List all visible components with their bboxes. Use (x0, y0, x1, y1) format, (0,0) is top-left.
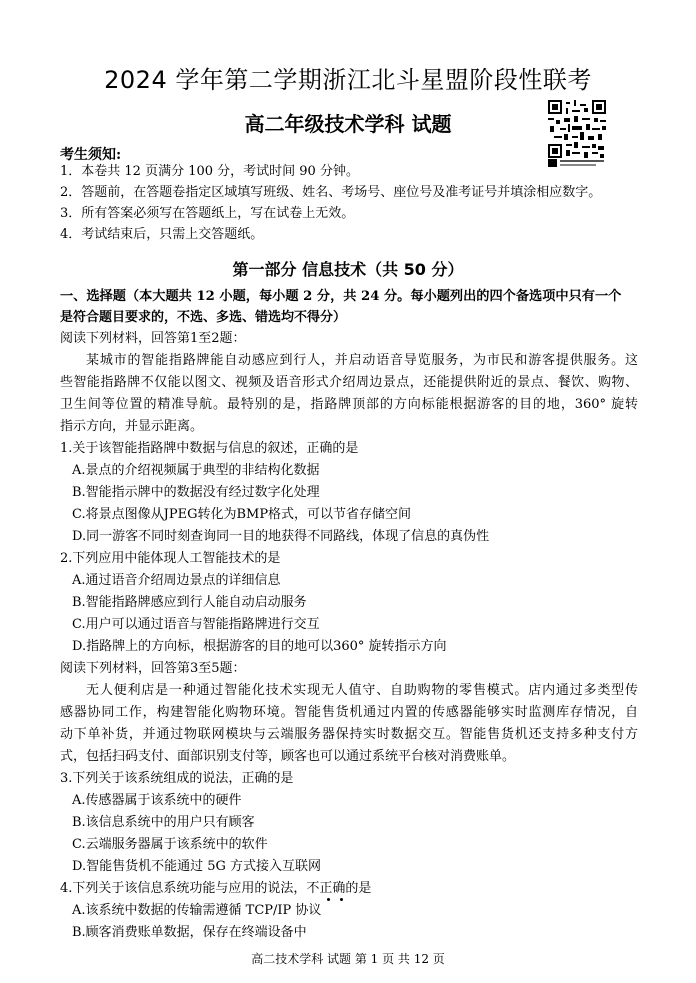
question-option: A.传感器属于该系统中的硬件 (72, 793, 242, 808)
question-option: A.通过语音介绍周边景点的详细信息 (72, 573, 281, 588)
question-stem: 2.下列应用中能体现人工智能技术的是 (60, 551, 281, 566)
question-stem: 4.下列关于该信息系统功能与应用的说法，不正确的是 (60, 881, 372, 896)
question-option: C.将景点图像从JPEG转化为BMP格式，可以节省存储空间 (72, 507, 412, 522)
material-line: 动下单补货，并通过物联网模块与云端服务器保持实时数据交互。智能售货机还支持多种支付方 (60, 727, 638, 742)
notice-title: 考生须知: (60, 147, 122, 163)
section-heading: 一、选择题（本大题共 12 小题，每小题 2 分，共 24 分。每小题列出的四个备选项中只有一个 (60, 289, 622, 304)
page-footer: 高二技术学科 试题 第 1 页 共 12 页 (251, 952, 445, 966)
question-option: C.云端服务器属于该系统中的软件 (72, 837, 268, 852)
question-option: D.指路牌上的方向标，根据游客的目的地可以360° 旋转指示方向 (72, 639, 447, 654)
question-option: D.智能售货机不能通过 5G 方式接入互联网 (72, 859, 322, 874)
notice-item: 1．本卷共 12 页满分 100 分，考试时间 90 分钟。 (60, 164, 359, 179)
question-option: A.景点的介绍视频属于典型的非结构化数据 (72, 463, 320, 478)
notice-item: 2．答题前，在答题卷指定区域填写班级、姓名、考场号、座位号及准考证号并填涂相应数字。 (60, 185, 602, 200)
exam-sub-title: 高二年级技术学科 试题 (244, 112, 452, 136)
material-line: 些智能指路牌不仅能以图文、视频及语音形式介绍周边景点，还能提供附近的景点、餐饮、购物、 (60, 375, 638, 390)
qr-caption-logo (548, 158, 606, 168)
question-option: B.智能指路牌感应到行人能自动启动服务 (72, 595, 307, 610)
exam-main-title: 2024 学年第二学期浙江北斗星盟阶段性联考 (104, 66, 592, 94)
emphasis-dot (327, 898, 330, 901)
notice-item: 4．考试结束后，只需上交答题纸。 (60, 227, 264, 242)
question-stem: 1.关于该智能指路牌中数据与信息的叙述，正确的是 (60, 441, 359, 456)
material-line: 无人便利店是一种通过智能化技术实现无人值守、自助购物的零售模式。店内通过多类型传 (86, 683, 638, 698)
qr-code-icon (548, 100, 606, 158)
material-line: 式，包括扫码支付、面部识别支付等，顾客也可以通过系统平台核对消费账单。 (60, 749, 516, 764)
material-intro: 阅读下列材料，回答第1至2题： (60, 331, 246, 346)
emphasis-dot (340, 898, 343, 901)
part1-title: 第一部分 信息技术（共 50 分） (232, 260, 464, 279)
question-option: B.智能指示牌中的数据没有经过数字化处理 (72, 485, 320, 500)
question-option: B.该信息系统中的用户只有顾客 (72, 815, 255, 830)
material-intro: 阅读下列材料，回答第3至5题： (60, 661, 246, 676)
material-line: 感器协同工作，构建智能化购物环境。智能售货机通过内置的传感器能够实时监测库存情况，自 (60, 705, 638, 720)
material-line: 指示方向，并显示距离。 (60, 419, 204, 434)
notice-item: 3．所有答案必须写在答题纸上，写在试卷上无效。 (60, 206, 355, 221)
material-line: 卫生间等位置的精准导航。最特别的是，指路牌顶部的方向标能根据游客的目的地，360° 旋转 (60, 397, 638, 412)
question-option: C.用户可以通过语音与智能指路牌进行交互 (72, 617, 320, 632)
question-option: B.顾客消费账单数据，保存在终端设备中 (72, 925, 307, 940)
question-stem: 3.下列关于该系统组成的说法，正确的是 (60, 771, 294, 786)
material-line: 某城市的智能指路牌能自动感应到行人，并启动语音导览服务，为市民和游客提供服务。这 (86, 353, 638, 368)
question-option: D.同一游客不同时刻查询同一目的地获得不同路线，体现了信息的真伪性 (72, 529, 490, 544)
section-heading-cont: 是符合题目要求的，不选、多选、错选均不得分） (60, 310, 347, 325)
question-option: A.该系统中数据的传输需遵循 TCP/IP 协议 (72, 903, 322, 918)
